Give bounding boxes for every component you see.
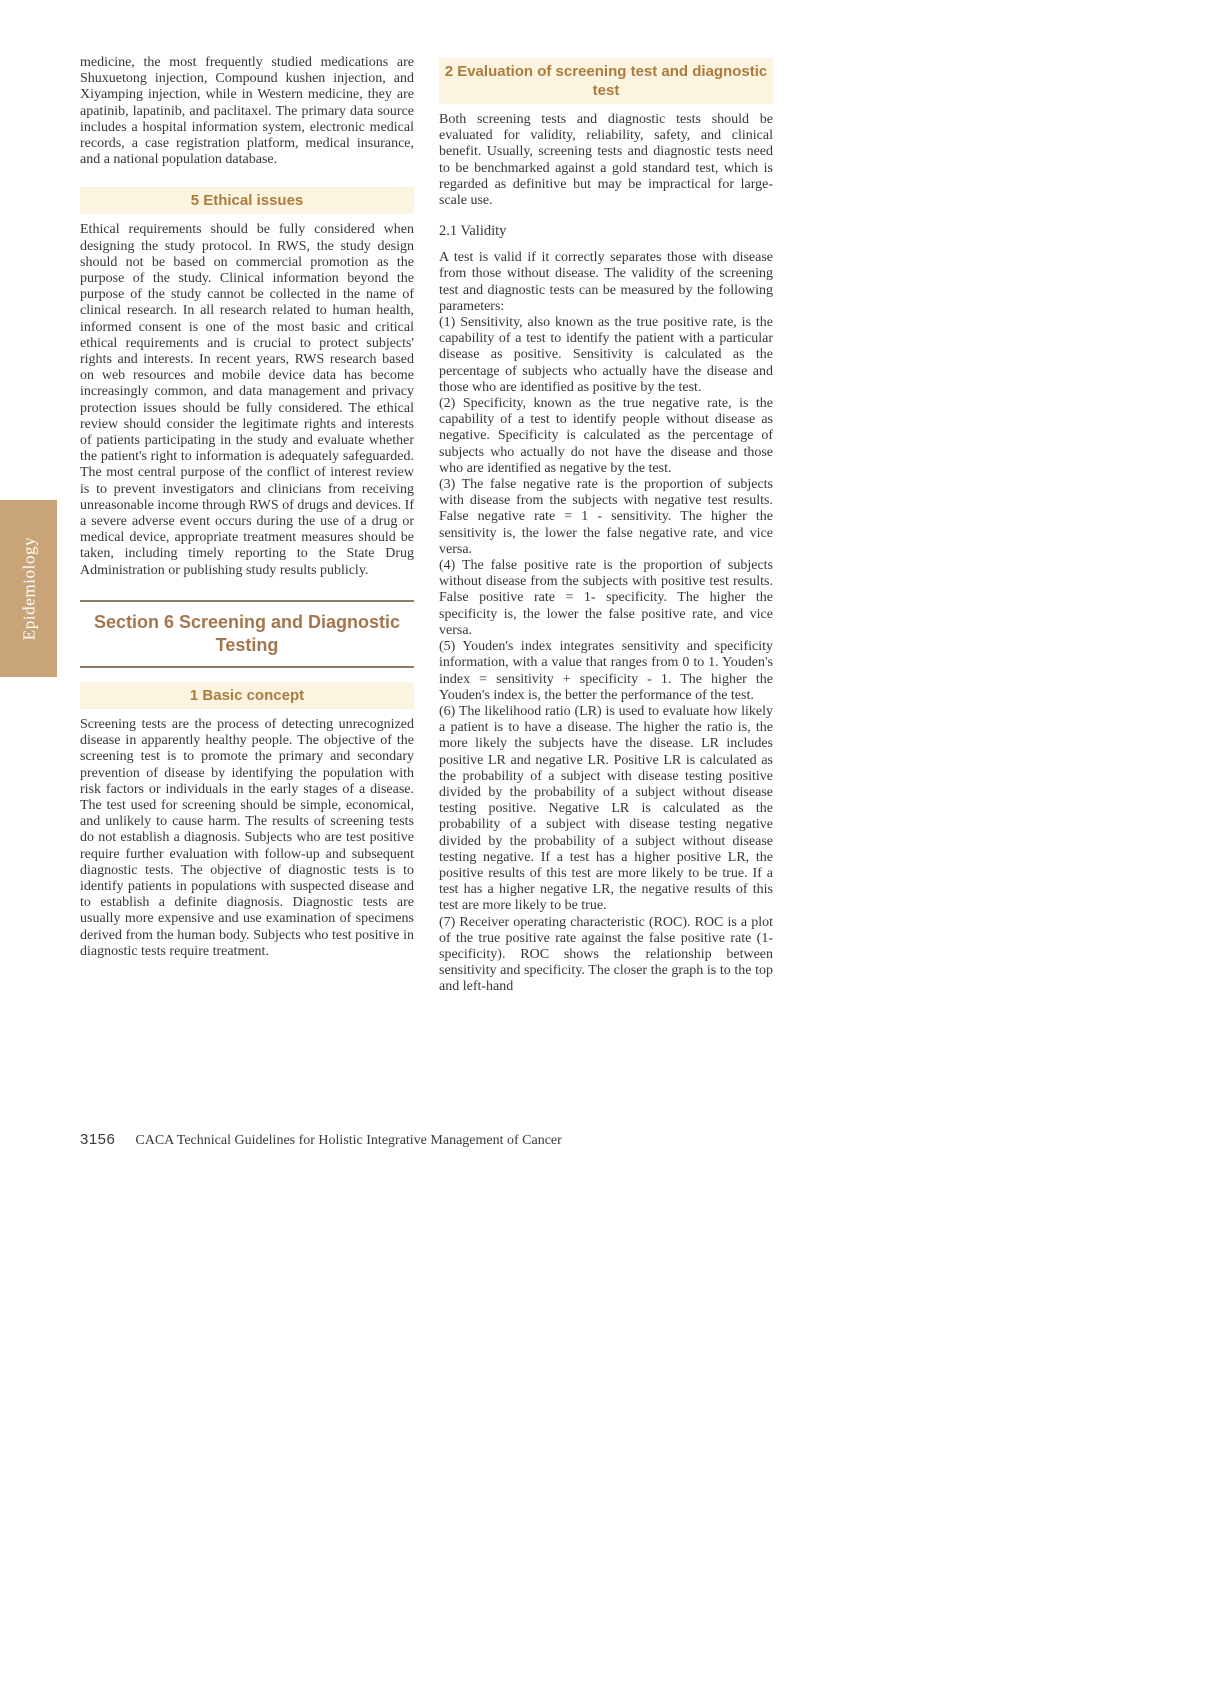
heading-ethical-issues: 5 Ethical issues — [80, 187, 414, 214]
subheading-validity: 2.1 Validity — [439, 223, 507, 240]
chapter-tab-label: Epidemiology — [19, 536, 38, 641]
section-divider-bottom — [80, 666, 414, 668]
book-title: CACA Technical Guidelines for Holistic Integrative Management of Cancer — [135, 1133, 562, 1148]
left-column — [80, 55, 414, 996]
right-column — [439, 55, 773, 996]
heading-basic-concept: 1 Basic concept — [80, 682, 414, 709]
paragraph-validity-intro: A test is valid if it correctly separates those with disease from those without disease. The validity of the screening test and diagnostic tests can be measured by the following parameters: — [439, 250, 773, 314]
page-number: 3156 — [80, 1131, 116, 1148]
validity-item-7: (7) Receiver operating characteristic (ROC). ROC is a plot of the true positive rate against the false positive rate (1- specificity). ROC shows the relationship between sensitivity and specificity. The closer the graph is to the top and left-hand — [439, 914, 773, 995]
validity-item-2: (2) Specificity, known as the true negative rate, is the capability of a test to identify people without disease as negative. Specificity is calculated as the percentage of subjects who actually do not have the disease and those who are identified as negative by the test. — [439, 396, 773, 476]
validity-item-3: (3) The false negative rate is the proportion of subjects with disease from the subjects with negative test results. False negative rate = 1 - sensitivity. The higher the sensitivity is, the lower the false negative rate, and vice versa. — [439, 477, 773, 557]
chapter-tab-epidemiology — [0, 500, 57, 677]
paragraph-evaluation: Both screening tests and diagnostic tests should be evaluated for validity, reliability, safety, and clinical benefit. Usually, screening tests and diagnostic tests need to be benchmarked against a gold standard test, which is regarded as definitive but may be impractical for large-scale use. — [439, 112, 773, 209]
page-content — [80, 55, 773, 996]
paragraph-data-sources: medicine, the most frequently studied medications are Shuxuetong injection, Compound kushen injection, and Xiyamping injection, while in Western medicine, they are apatinib, lapatinib, and paclitaxel. The primary data source includes a hospital information system, electronic medical records, a case registration platform, medical insurance, and a national population database. — [80, 55, 414, 168]
validity-item-1: (1) Sensitivity, also known as the true positive rate, is the capability of a test to identify the patient with a particular disease as positive. Sensitivity is calculated as the percentage of subjects who actually have the disease and those who are identified as positive by the test. — [439, 315, 773, 395]
heading-evaluation: 2 Evaluation of screening test and diagnostic test — [439, 58, 773, 104]
validity-item-5: (5) Youden's index integrates sensitivity and specificity information, with a value that ranges from 0 to 1. Youden's index = sensitivity + specificity - 1. The higher the Youden's index is, the better the performance of the test. — [439, 639, 773, 703]
page-footer — [80, 1131, 773, 1150]
validity-item-6: (6) The likelihood ratio (LR) is used to evaluate how likely a patient is to have a disease. The higher the ratio is, the more likely the subjects have the disease. LR includes positive LR and negative LR. Positive LR is calculated as the probability of a subject with disease testing positive divided by the probability of a subject without disease testing positive. Negative LR is calculated as the probability of a subject with disease testing negative divided by the probability of a subject without disease testing negative. If a test has a higher positive LR, the positive results of this test are more likely to be true. If a test has a higher negative LR, the negative results of this test are more likely to be true. — [439, 703, 773, 914]
section-divider-top — [80, 600, 414, 602]
validity-item-4: (4) The false positive rate is the proportion of subjects without disease from the subjects with positive test results. False positive rate = 1- specificity. The higher the specificity is, the lower the false positive rate, and vice versa. — [439, 558, 773, 638]
section-6-title: Section 6 Screening and Diagnostic Testing — [93, 611, 401, 655]
paragraph-basic-concept: Screening tests are the process of detecting unrecognized disease in apparently healthy people. The objective of the screening test is to promote the primary and secondary prevention of disease by identifying the population with risk factors or individuals in the early stages of a disease. The test used for screening should be simple, economical, and unlikely to cause harm. The results of screening tests do not establish a diagnosis. Subjects who are test positive require further evaluation with follow-up and subsequent diagnostic tests. The objective of diagnostic tests is to identify patients in populations with suspected disease and to establish a definite diagnosis. Diagnostic tests are usually more expensive and use examination of specimens derived from the human body. Subjects who test positive in diagnostic tests require treatment. — [80, 716, 414, 959]
paragraph-ethical-issues: Ethical requirements should be fully considered when designing the study protocol. In RWS, the study design should not be based on commercial promotion as the purpose of the study. Clinical information beyond the purpose of the study cannot be collected in the name of clinical research. In all research related to human health, informed consent is one of the most basic and critical ethical requirements and is crucial to protect subjects' rights and interests. In recent years, RWS research based on web resources and mobile device data has become increasingly common, and data management and privacy protection issues should be fully considered. The ethical review should consider the legitimate rights and interests of patients participating in the study and evaluate whether the patient's right to information is adequately safeguarded. The most central purpose of the conflict of interest review is to prevent investigators and clinicians from receiving unreasonable income through RWS of drugs and devices. If a severe adverse event occurs during the use of a drug or medical device, appropriate treatment measures should be taken, including timely reporting to the State Drug Administration or publishing study results publicly. — [80, 222, 414, 578]
